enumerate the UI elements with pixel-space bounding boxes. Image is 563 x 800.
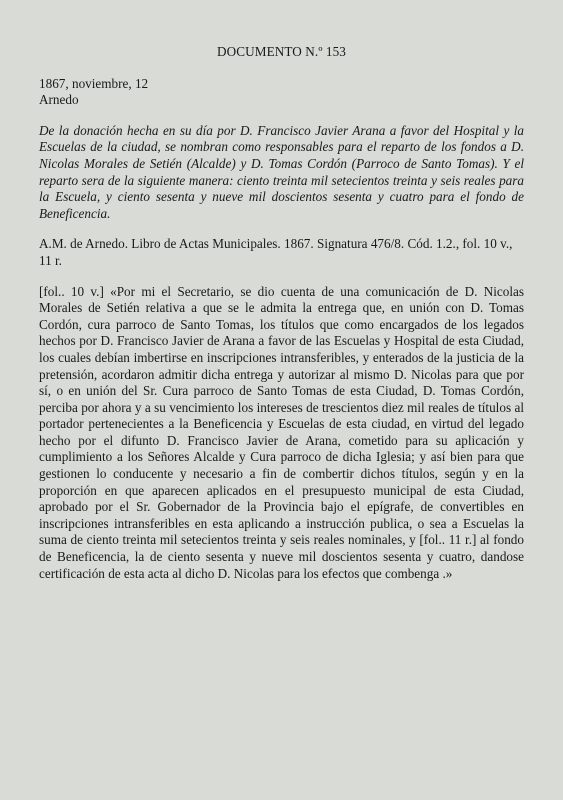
date-place-block bbox=[39, 76, 524, 109]
document-body-transcription: [fol.. 10 v.] «Por mi el Secretario, se dio cuenta de una comunicación de D. Nicolas Morales de Setién relativa a que se le admita la entrega que, en unión con D. Tomas Cordón, cura parroco de Santo Tomas, los títulos que como encargados de los legados hechos por D. Francisco Javier de Arana a favor de las Escuelas y Hospital de esta Ciudad, los cuales debían imbertirse en inscripciones intransferibles, y enterados de la justicia de la pretensión, acordaron admitir dicha entrega y autorizar al mismo D. Nicolas para que por sí, o en unión del Sr. Cura parroco de Santo Tomas de esta Ciudad, D. Tomas Cordón, perciba por ahora y a su vencimiento los intereses de trescientos diez mil reales de títulos al portador pertenecientes a la Beneficencia y Escuelas de esta ciudad, en virtud del legado hecho por el difunto D. Francisco Javier de Arana, cometido para su aplicación y cumplimiento a los Señores Alcalde y Cura parroco de dicha Iglesia; y así bien para que gestionen lo conducente y necesario a fin de combertir dichos títulos, según y en la proporción en que aparecen aplicados en el presupuesto municipal de esta Ciudad, aprobado por el Sr. Gobernador de la Provincia bajo el epígrafe, de convertibles en inscripciones intransferibles en esta aplicando a instrucción publica, o sea a Escuelas la suma de ciento treinta mil setecientos treinta y seis reales nominales, y [fol.. 11 r.] al fondo de Beneficencia, la de ciento sesenta y nueve mil doscientos sesenta y cuatro, dandose certificación de esta acta al dicho D. Nicolas para los efectos que combenga .» bbox=[39, 283, 524, 581]
document-summary: De la donación hecha en su día por D. Francisco Javier Arana a favor del Hospital y la Escuelas de la ciudad, se nombran como responsables para el reparto de los fondos a D. Nicolas Morales de Setién (Alcalde) y D. Tomas Cordón (Parroco de Santo Tomas). Y el reparto sera de la siguiente manera: ciento treinta mil setecientos treinta y seis reales para la Escuela, y ciento sesenta y nueve mil doscientos sesenta y cuatro para el fondo de Beneficencia. bbox=[39, 122, 524, 221]
document-title: DOCUMENTO N.º 153 bbox=[217, 44, 346, 59]
archive-source-reference: A.M. de Arnedo. Libro de Actas Municipales. 1867. Signatura 476/8. Cód. 1.2., fol. 10 v., 11 r. bbox=[39, 236, 513, 268]
document-date: 1867, noviembre, 12 bbox=[39, 75, 149, 91]
document-place: Arnedo bbox=[39, 92, 79, 108]
